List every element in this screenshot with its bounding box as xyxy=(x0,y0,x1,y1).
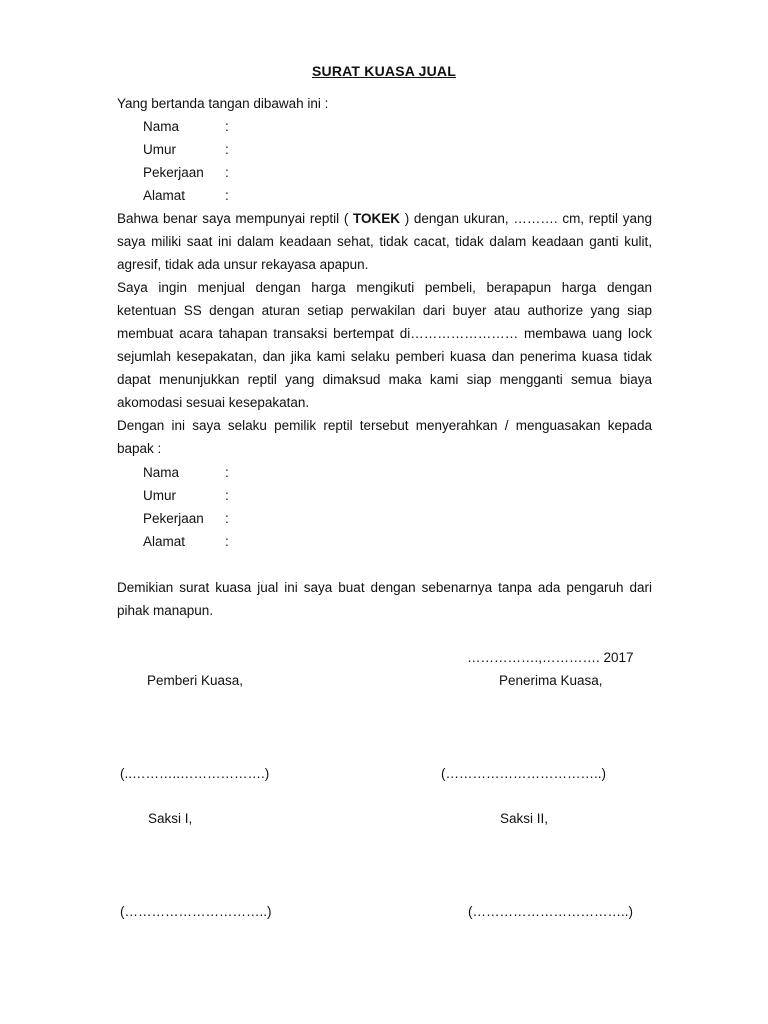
field-colon: : xyxy=(225,465,229,480)
party2-field-occupation xyxy=(143,511,229,526)
para1-after: ) dengan ukuran, ………. cm, reptil yang saya miliki saat ini dalam keadaan sehat, tidak cacat, tidak dalam keadaan ganti kulit, agresif, tidak ada unsur rekayasa apapun. xyxy=(117,211,652,272)
paragraph-sale-terms: Saya ingin menjual dengan harga mengikuti pembeli, berapapun harga dengan ketentuan SS dengan aturan setiap perwakilan dari buyer atau authorize yang siap membuat acara tahapan transaksi bertempat di…………………… membawa uang lock sejumlah kesepakatan, dan jika kami selaku pemberi kuasa dan penerima kuasa tidak dapat menunjukkan reptil yang dimaksud maka kami siap mengganti semua biaya akomodasi sesuai kesepakatan. xyxy=(117,280,652,410)
party1-field-name xyxy=(143,119,229,134)
party2-field-age xyxy=(143,488,229,503)
party1-field-address xyxy=(143,188,229,203)
field-colon: : xyxy=(225,534,229,549)
para1-before: Bahwa benar saya mempunyai reptil ( xyxy=(117,211,354,226)
document-title: SURAT KUASA JUAL xyxy=(312,63,456,79)
giver-label: Pemberi Kuasa, xyxy=(147,673,244,688)
witness2-signature-line: (……………………………..) xyxy=(468,904,633,919)
field-label: Nama xyxy=(143,119,180,134)
paragraph-closing: Demikian surat kuasa jual ini saya buat dengan sebenarnya tanpa ada pengaruh dari pihak manapun. xyxy=(117,580,652,618)
witness1-signature-line: (…………………………..) xyxy=(120,904,272,919)
field-label: Umur xyxy=(143,142,176,157)
field-colon: : xyxy=(225,142,229,157)
party2-field-name xyxy=(143,465,229,480)
field-colon: : xyxy=(225,511,229,526)
date-line: …………….,…………. 2017 xyxy=(467,650,634,665)
field-label: Alamat xyxy=(143,188,186,203)
field-label: Pekerjaan xyxy=(143,511,204,526)
receiver-signature-line: (……………………………..) xyxy=(441,766,606,781)
witness2-label: Saksi II, xyxy=(500,811,549,826)
party1-field-occupation xyxy=(143,165,229,180)
field-colon: : xyxy=(225,488,229,503)
para1-bold: TOKEK xyxy=(353,211,401,226)
field-label: Umur xyxy=(143,488,176,503)
giver-signature-line: (..………..……………….) xyxy=(120,766,270,781)
field-label: Nama xyxy=(143,465,180,480)
receiver-label: Penerima Kuasa, xyxy=(499,673,603,688)
field-colon: : xyxy=(225,188,229,203)
party2-field-address xyxy=(143,534,229,549)
intro-line: Yang bertanda tangan dibawah ini : xyxy=(117,96,329,111)
field-label: Pekerjaan xyxy=(143,165,204,180)
witness1-label: Saksi I, xyxy=(148,811,193,826)
paragraph-authorization: Dengan ini saya selaku pemilik reptil tersebut menyerahkan / menguasakan kepada bapak : xyxy=(117,418,652,456)
party1-field-age xyxy=(143,142,229,157)
field-colon: : xyxy=(225,165,229,180)
field-label: Alamat xyxy=(143,534,186,549)
field-colon: : xyxy=(225,119,229,134)
paragraph-reptile-statement xyxy=(117,207,652,276)
